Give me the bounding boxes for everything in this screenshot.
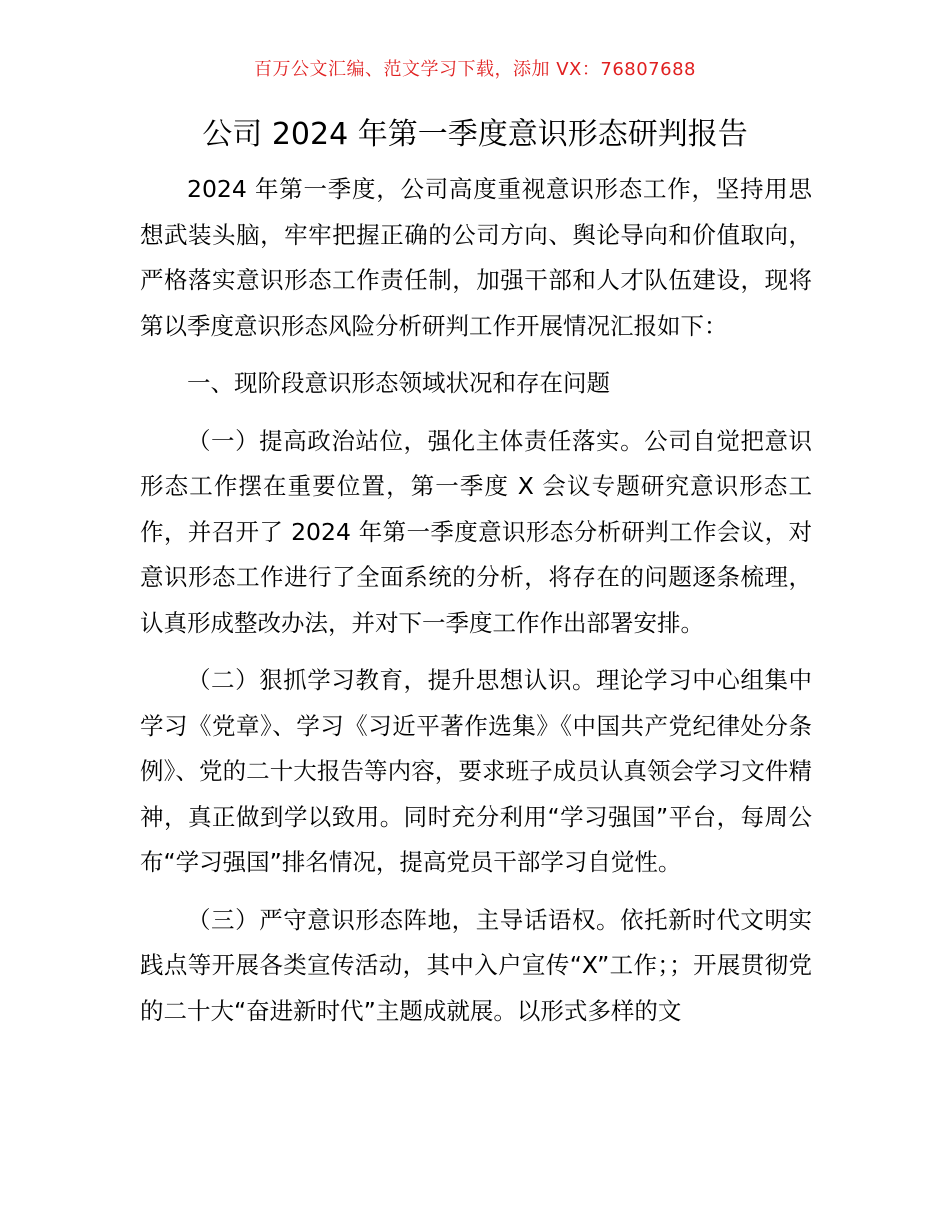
section-heading-1: 一、现阶段意识形态领域状况和存在问题 [187,369,610,397]
header-promo-note: 百万公文汇编、范文学习下载，添加 VX：76807688 [254,59,696,80]
document-title: 公司 2024 年第一季度意识形态研判报告 [202,117,748,152]
paragraph-item-2: （二）狠抓学习教育，提升思想认识。理论学习中心组集中学习《党章》、学习《习近平著作选集》《中国共产党纪律处分条例》、党的二十大报告等内容，要求班子成员认真领会学习文件精神，真正做到学以致用。同时充分利用“学习强国”平台，每周公布“学习强国”排名情况，提高党员干部学习自觉性。 [140,666,812,876]
paragraph-item-3: （三）严守意识形态阵地，主导话语权。依托新时代文明实践点等开展各类宣传活动，其中入户宣传“X”工作；；开展贯彻党的二十大“奋进新时代”主题成就展。以形式多样的文 [140,905,812,1025]
paragraph-item-1: （一）提高政治站位，强化主体责任落实。公司自觉把意识形态工作摆在重要位置，第一季度 X 会议专题研究意识形态工作，并召开了 2024 年第一季度意识形态分析研判工作会议，对意识形态工作进行了全面系统的分析，将存在的问题逐条梳理，认真形成整改办法，并对下一季度工作作出部署安排。 [140,426,812,637]
intro-paragraph: 2024 年第一季度，公司高度重视意识形态工作，坚持用思想武装头脑，牢牢把握正确的公司方向、舆论导向和价值取向，严格落实意识形态工作责任制，加强干部和人才队伍建设，现将第以季度意识形态风险分析研判工作开展情况汇报如下： [140,175,812,340]
document-body [140,167,812,1046]
